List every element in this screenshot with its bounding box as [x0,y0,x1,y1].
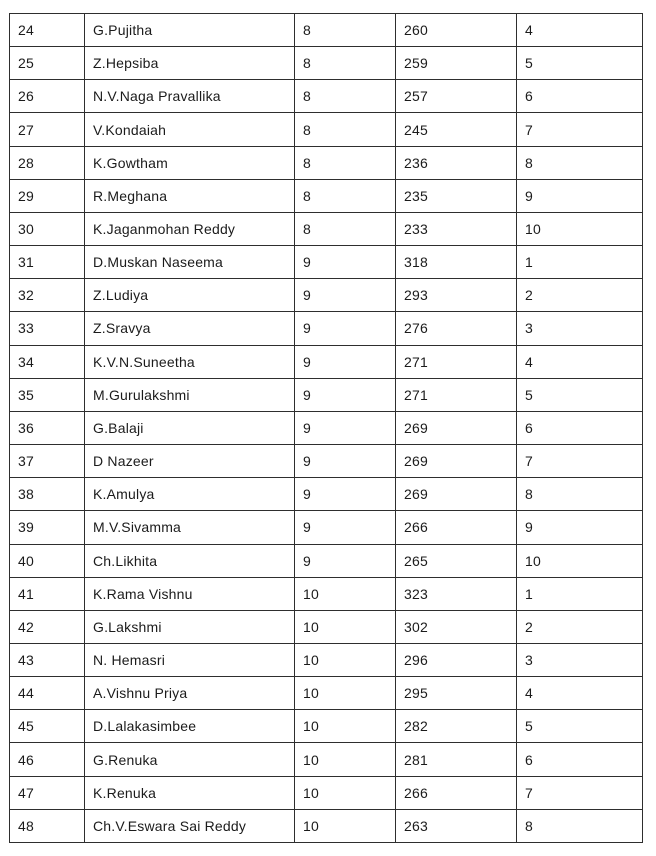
student-name-cell: M.V.Sivamma [85,511,295,544]
class-cell: 10 [295,610,396,643]
student-name-cell: K.Rama Vishnu [85,577,295,610]
rank-cell: 7 [517,445,643,478]
table-row [10,312,643,345]
rank-cell: 6 [517,411,643,444]
student-name-cell: Ch.V.Eswara Sai Reddy [85,809,295,842]
class-cell: 9 [295,478,396,511]
marks-cell: 276 [396,312,517,345]
marks-cell: 265 [396,544,517,577]
student-name-cell: K.Renuka [85,776,295,809]
table-row [10,478,643,511]
serial-number-cell: 46 [10,743,85,776]
class-cell: 9 [295,445,396,478]
rank-cell: 1 [517,577,643,610]
rank-cell: 4 [517,345,643,378]
serial-number-cell: 34 [10,345,85,378]
serial-number-cell: 44 [10,677,85,710]
student-name-cell: Z.Sravya [85,312,295,345]
marks-cell: 235 [396,179,517,212]
table-row [10,212,643,245]
class-cell: 10 [295,643,396,676]
rank-cell: 8 [517,809,643,842]
rank-cell: 1 [517,246,643,279]
student-name-cell: D Nazeer [85,445,295,478]
student-marks-table [9,13,643,843]
table-row [10,146,643,179]
marks-cell: 281 [396,743,517,776]
rank-cell: 7 [517,113,643,146]
class-cell: 10 [295,677,396,710]
rank-cell: 10 [517,212,643,245]
table-row [10,445,643,478]
class-cell: 9 [295,378,396,411]
table-row [10,47,643,80]
student-name-cell: G.Balaji [85,411,295,444]
table-row [10,776,643,809]
rank-cell: 9 [517,511,643,544]
marks-cell: 266 [396,776,517,809]
class-cell: 10 [295,743,396,776]
student-name-cell: Ch.Likhita [85,544,295,577]
serial-number-cell: 45 [10,710,85,743]
class-cell: 9 [295,411,396,444]
serial-number-cell: 31 [10,246,85,279]
student-name-cell: V.Kondaiah [85,113,295,146]
serial-number-cell: 25 [10,47,85,80]
serial-number-cell: 40 [10,544,85,577]
serial-number-cell: 43 [10,643,85,676]
marks-cell: 295 [396,677,517,710]
marks-cell: 282 [396,710,517,743]
class-cell: 9 [295,312,396,345]
rank-cell: 4 [517,14,643,47]
student-name-cell: M.Gurulakshmi [85,378,295,411]
rank-cell: 5 [517,710,643,743]
marks-cell: 245 [396,113,517,146]
table-row [10,345,643,378]
table-row [10,511,643,544]
student-name-cell: K.Amulya [85,478,295,511]
table-row [10,113,643,146]
marks-cell: 271 [396,378,517,411]
serial-number-cell: 42 [10,610,85,643]
table-row [10,279,643,312]
marks-cell: 302 [396,610,517,643]
marks-cell: 293 [396,279,517,312]
serial-number-cell: 28 [10,146,85,179]
student-name-cell: N.V.Naga Pravallika [85,80,295,113]
student-name-cell: K.V.N.Suneetha [85,345,295,378]
serial-number-cell: 33 [10,312,85,345]
class-cell: 9 [295,279,396,312]
marks-cell: 318 [396,246,517,279]
rank-cell: 8 [517,146,643,179]
serial-number-cell: 35 [10,378,85,411]
class-cell: 8 [295,113,396,146]
serial-number-cell: 36 [10,411,85,444]
class-cell: 9 [295,345,396,378]
rank-cell: 7 [517,776,643,809]
serial-number-cell: 41 [10,577,85,610]
class-cell: 8 [295,14,396,47]
student-name-cell: Z.Hepsiba [85,47,295,80]
marks-cell: 323 [396,577,517,610]
class-cell: 8 [295,80,396,113]
marks-cell: 236 [396,146,517,179]
class-cell: 10 [295,776,396,809]
serial-number-cell: 47 [10,776,85,809]
table-row [10,80,643,113]
class-cell: 10 [295,577,396,610]
serial-number-cell: 39 [10,511,85,544]
marks-cell: 266 [396,511,517,544]
serial-number-cell: 30 [10,212,85,245]
marks-cell: 296 [396,643,517,676]
class-cell: 8 [295,146,396,179]
rank-cell: 5 [517,378,643,411]
student-name-cell: D.Lalakasimbee [85,710,295,743]
table-row [10,411,643,444]
class-cell: 8 [295,179,396,212]
marks-cell: 263 [396,809,517,842]
rank-cell: 6 [517,743,643,776]
table-row [10,14,643,47]
rank-cell: 8 [517,478,643,511]
student-name-cell: G.Pujitha [85,14,295,47]
rank-cell: 3 [517,643,643,676]
class-cell: 9 [295,246,396,279]
table-row [10,179,643,212]
student-name-cell: D.Muskan Naseema [85,246,295,279]
serial-number-cell: 37 [10,445,85,478]
student-name-cell: A.Vishnu Priya [85,677,295,710]
student-name-cell: K.Gowtham [85,146,295,179]
student-name-cell: Z.Ludiya [85,279,295,312]
rank-cell: 5 [517,47,643,80]
student-name-cell: N. Hemasri [85,643,295,676]
rank-cell: 6 [517,80,643,113]
student-name-cell: K.Jaganmohan Reddy [85,212,295,245]
marks-cell: 260 [396,14,517,47]
serial-number-cell: 32 [10,279,85,312]
table-row [10,610,643,643]
serial-number-cell: 38 [10,478,85,511]
table-body [10,14,643,843]
table-row [10,743,643,776]
table-row [10,643,643,676]
serial-number-cell: 24 [10,14,85,47]
rank-cell: 2 [517,279,643,312]
table-row [10,577,643,610]
table-row [10,246,643,279]
serial-number-cell: 48 [10,809,85,842]
serial-number-cell: 26 [10,80,85,113]
rank-cell: 10 [517,544,643,577]
marks-cell: 269 [396,478,517,511]
table-row [10,710,643,743]
table-row [10,378,643,411]
marks-cell: 269 [396,445,517,478]
table-row [10,677,643,710]
marks-cell: 269 [396,411,517,444]
class-cell: 10 [295,710,396,743]
serial-number-cell: 27 [10,113,85,146]
class-cell: 8 [295,47,396,80]
student-name-cell: G.Renuka [85,743,295,776]
class-cell: 9 [295,511,396,544]
marks-cell: 271 [396,345,517,378]
marks-cell: 257 [396,80,517,113]
table-row [10,544,643,577]
class-cell: 8 [295,212,396,245]
student-name-cell: G.Lakshmi [85,610,295,643]
rank-cell: 2 [517,610,643,643]
class-cell: 9 [295,544,396,577]
serial-number-cell: 29 [10,179,85,212]
rank-cell: 3 [517,312,643,345]
student-name-cell: R.Meghana [85,179,295,212]
table-row [10,809,643,842]
class-cell: 10 [295,809,396,842]
rank-cell: 4 [517,677,643,710]
marks-cell: 259 [396,47,517,80]
rank-cell: 9 [517,179,643,212]
marks-cell: 233 [396,212,517,245]
